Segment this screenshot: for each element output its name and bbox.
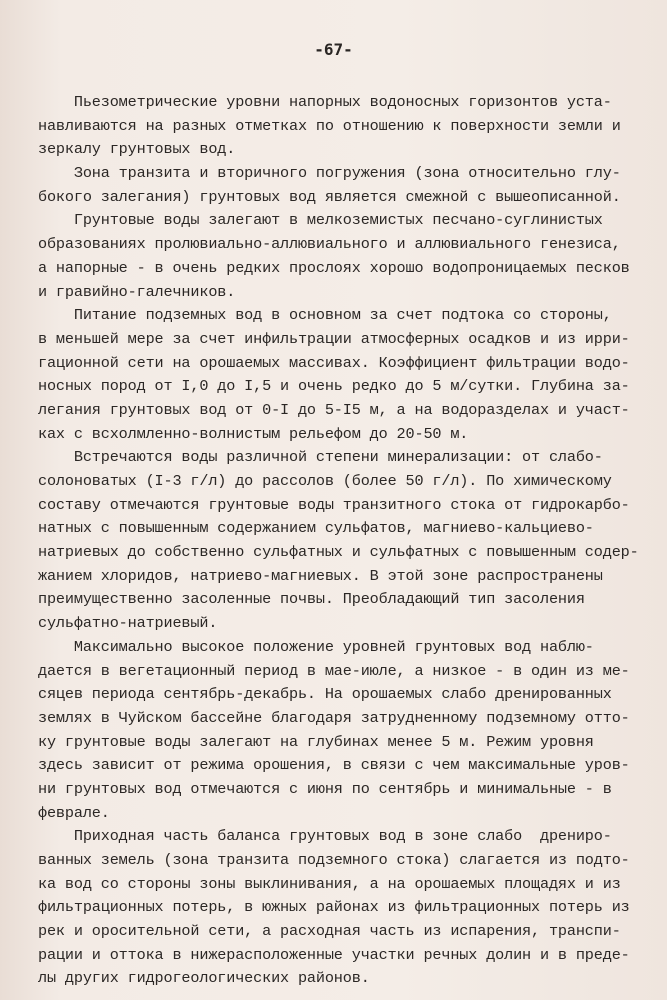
text-line: гационной сети на орошаемых массивах. Коэффициент фильтрации водо-: [38, 353, 630, 372]
text-line: образованиях пролювиально-аллювиального и аллювиального генезиса,: [38, 235, 621, 254]
text-line: преимущественно засоленные почвы. Преобладающий тип засоления: [38, 590, 585, 609]
text-line: натных с повышенным содержанием сульфатов, магниево-кальциево-: [38, 519, 594, 538]
text-line: и гравийно-галечников.: [38, 282, 236, 301]
text-line: Питание подземных вод в основном за счет подтока со стороны,: [38, 306, 612, 325]
body-text: [38, 91, 638, 991]
text-line: рации и оттока в нижерасположенные участки речных долин и в преде-: [38, 945, 630, 964]
page-number: -67-: [314, 40, 353, 59]
text-line: ку грунтовые воды залегают на глубинах менее 5 м. Режим уровня: [38, 732, 594, 751]
text-line: в меньшей мере за счет инфильтрации атмосферных осадков и из ирри-: [38, 329, 630, 348]
text-line: бокого залегания) грунтовых вод является смежной с вышеописанной.: [38, 187, 621, 206]
text-line: ка вод со стороны зоны выклинивания, а на орошаемых площадях и из: [38, 874, 621, 893]
text-line: солоноватых (I-3 г/л) до рассолов (более 50 г/л). По химическому: [38, 472, 612, 490]
text-line: Пьезометрические уровни напорных водоносных горизонтов уста-: [38, 93, 612, 111]
text-line: землях в Чуйском бассейне благодаря затрудненному подземному отто-: [38, 708, 630, 727]
text-line: навливаются на разных отметках по отношению к поверхности земли и: [38, 116, 621, 135]
text-line: сяцев периода сентябрь-декабрь. На орошаемых слабо дренированных: [38, 685, 612, 704]
text-line: легания грунтовых вод от 0-I до 5-I5 м, а на водоразделах и участ-: [38, 400, 630, 419]
text-line: ванных земель (зона транзита подземного стока) слагается из подто-: [38, 851, 630, 869]
text-line: Встречаются воды различной степени минерализации: от слабо-: [38, 448, 603, 467]
text-line: натриевых до собственно сульфатных и сульфатных с повышенным содер-: [38, 543, 639, 562]
text-line: здесь зависит от режима орошения, в связи с чем максимальные уров-: [38, 756, 630, 775]
text-line: зеркалу грунтовых вод.: [38, 140, 236, 159]
text-line: ках с всхолмленно-волнистым рельефом до 20-50 м.: [38, 424, 469, 443]
text-line: Максимально высокое положение уровней грунтовых вод наблю-: [38, 637, 594, 656]
text-line: составу отмечаются грунтовые воды транзитного стока от гидрокарбо-: [38, 495, 630, 514]
text-line: ни грунтовых вод отмечаются с июня по сентябрь и минимальные - в: [38, 779, 612, 798]
text-line: сульфатно-натриевый.: [38, 614, 218, 633]
text-line: а напорные - в очень редких прослоях хорошо водопроницаемых песков: [38, 258, 630, 277]
text-line: фильтрационных потерь, в южных районах из фильтрационных потерь из: [38, 898, 630, 917]
text-line: Приходная часть баланса грунтовых вод в зоне слабо дрениро-: [38, 827, 612, 846]
text-line: Зона транзита и вторичного погружения (зона относительно глу-: [38, 164, 621, 183]
text-line: лы других гидрогеологических районов.: [38, 969, 370, 988]
text-line: дается в вегетационный период в мае-июле, а низкое - в один из ме-: [38, 661, 630, 680]
text-line: рек и оросительной сети, а расходная часть из испарения, транспи-: [38, 922, 621, 941]
text-line: жанием хлоридов, натриево-магниевых. В этой зоне распространены: [38, 566, 603, 585]
text-line: носных пород от I,0 до I,5 и очень редко до 5 м/сутки. Глубина за-: [38, 377, 630, 396]
text-line: феврале.: [38, 803, 110, 822]
text-line: Грунтовые воды залегают в мелкоземистых песчано-суглинистых: [38, 211, 603, 230]
